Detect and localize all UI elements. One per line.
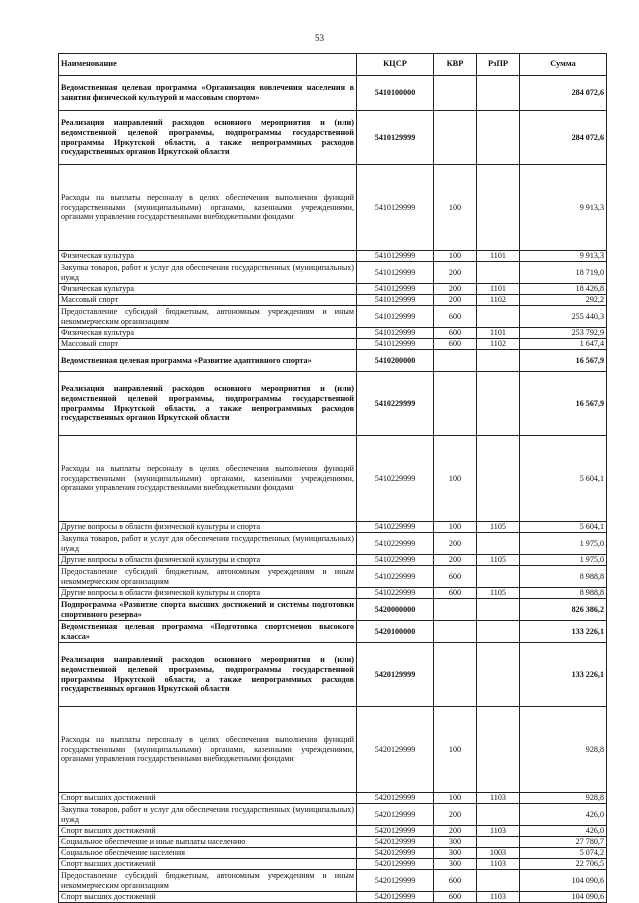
table-row (59, 328, 607, 339)
table-row (59, 262, 607, 284)
table-row (59, 707, 607, 793)
table-row (59, 555, 607, 566)
row-sum-cell: 18 719,0 (520, 262, 607, 284)
row-kcsr-cell: 5410129999 (357, 111, 434, 165)
row-kvr-cell: 200 (434, 284, 477, 295)
row-sum-cell: 5 604,1 (520, 522, 607, 533)
row-sum-cell: 104 090,6 (520, 892, 607, 903)
row-rzpr-cell (477, 372, 520, 436)
row-kcsr-cell: 5410229999 (357, 555, 434, 566)
row-sum-cell: 426,0 (520, 826, 607, 837)
row-rzpr-cell (477, 707, 520, 793)
row-kvr-cell (434, 76, 477, 111)
row-sum-cell: 27 780,7 (520, 837, 607, 848)
row-name-cell: Другие вопросы в области физической культуры и спорта (59, 588, 357, 599)
header-sum: Сумма (520, 54, 607, 76)
table-row (59, 837, 607, 848)
header-row (59, 54, 607, 76)
row-kcsr-cell: 5420129999 (357, 837, 434, 848)
row-kcsr-cell: 5420129999 (357, 804, 434, 826)
row-name-cell: Закупка товаров, работ и услуг для обеспечения государственных (муниципальных) нужд (59, 804, 357, 826)
table-body (59, 76, 607, 903)
row-kvr-cell: 200 (434, 804, 477, 826)
row-rzpr-cell (477, 262, 520, 284)
row-kvr-cell: 600 (434, 566, 477, 588)
row-kvr-cell: 100 (434, 436, 477, 522)
row-name-cell: Ведомственная целевая программа «Подготовка спортсменов высокого класса» (59, 621, 357, 643)
row-kcsr-cell: 5410129999 (357, 284, 434, 295)
row-rzpr-cell (477, 436, 520, 522)
row-kcsr-cell: 5410229999 (357, 436, 434, 522)
table-row (59, 251, 607, 262)
row-sum-cell: 1 975,0 (520, 533, 607, 555)
row-kvr-cell: 100 (434, 707, 477, 793)
row-name-cell: Физическая культура (59, 251, 357, 262)
row-rzpr-cell: 1101 (477, 284, 520, 295)
table-row (59, 295, 607, 306)
row-kvr-cell: 600 (434, 892, 477, 903)
row-kcsr-cell: 5410129999 (357, 165, 434, 251)
row-sum-cell: 253 792,9 (520, 328, 607, 339)
row-rzpr-cell: 1105 (477, 522, 520, 533)
row-kvr-cell: 100 (434, 522, 477, 533)
row-rzpr-cell (477, 566, 520, 588)
row-kcsr-cell: 5420000000 (357, 599, 434, 621)
row-kcsr-cell: 5420100000 (357, 621, 434, 643)
row-sum-cell: 928,8 (520, 707, 607, 793)
row-kvr-cell: 300 (434, 837, 477, 848)
row-kcsr-cell: 5420129999 (357, 793, 434, 804)
row-kcsr-cell: 5420129999 (357, 643, 434, 707)
row-name-cell: Ведомственная целевая программа «Организация вовлечения населения в занятия физической культурой и массовым спортом» (59, 76, 357, 111)
row-kcsr-cell: 5410129999 (357, 339, 434, 350)
row-kvr-cell: 100 (434, 793, 477, 804)
row-kcsr-cell: 5410229999 (357, 588, 434, 599)
row-name-cell: Предоставление субсидий бюджетным, автономным учреждениям и иным некоммерческим организациям (59, 566, 357, 588)
table-row (59, 859, 607, 870)
row-name-cell: Спорт высших достижений (59, 859, 357, 870)
table-row (59, 372, 607, 436)
row-name-cell: Закупка товаров, работ и услуг для обеспечения государственных (муниципальных) нужд (59, 533, 357, 555)
header-kcsr: КЦСР (357, 54, 434, 76)
row-sum-cell: 1 975,0 (520, 555, 607, 566)
row-sum-cell: 133 226,1 (520, 643, 607, 707)
row-name-cell: Социальное обеспечение населения (59, 848, 357, 859)
row-name-cell: Подпрограмма «Развитие спорта высших достижений и системы подготовки спортивного резерва» (59, 599, 357, 621)
table-row (59, 111, 607, 165)
row-kvr-cell (434, 350, 477, 372)
table-row (59, 826, 607, 837)
header-kvr: КВР (434, 54, 477, 76)
row-kcsr-cell: 5420129999 (357, 859, 434, 870)
row-kcsr-cell: 5420129999 (357, 826, 434, 837)
row-rzpr-cell: 1102 (477, 339, 520, 350)
row-kcsr-cell: 5420129999 (357, 707, 434, 793)
row-sum-cell: 426,0 (520, 804, 607, 826)
row-kvr-cell: 200 (434, 295, 477, 306)
row-sum-cell: 5 074,2 (520, 848, 607, 859)
row-name-cell: Другие вопросы в области физической культуры и спорта (59, 555, 357, 566)
table-row (59, 76, 607, 111)
row-name-cell: Спорт высших достижений (59, 826, 357, 837)
row-kcsr-cell: 5420129999 (357, 892, 434, 903)
table-row (59, 284, 607, 295)
row-name-cell: Массовый спорт (59, 295, 357, 306)
row-rzpr-cell (477, 837, 520, 848)
row-rzpr-cell: 1102 (477, 295, 520, 306)
row-sum-cell: 9 913,3 (520, 165, 607, 251)
row-kcsr-cell: 5410129999 (357, 306, 434, 328)
row-sum-cell: 255 440,3 (520, 306, 607, 328)
row-rzpr-cell: 1003 (477, 848, 520, 859)
row-kvr-cell: 600 (434, 306, 477, 328)
row-rzpr-cell: 1105 (477, 555, 520, 566)
table-row (59, 350, 607, 372)
row-sum-cell: 284 072,6 (520, 76, 607, 111)
row-name-cell: Спорт высших достижений (59, 892, 357, 903)
row-rzpr-cell (477, 643, 520, 707)
row-name-cell: Физическая культура (59, 284, 357, 295)
row-kvr-cell: 300 (434, 848, 477, 859)
row-sum-cell: 928,8 (520, 793, 607, 804)
row-rzpr-cell (477, 350, 520, 372)
row-kvr-cell: 200 (434, 533, 477, 555)
row-name-cell: Реализация направлений расходов основного мероприятия и (или) ведомственной целевой программы, подпрограммы государственной программы Иркутской области, а также непрограммных расходов государственных органов Иркутской области (59, 372, 357, 436)
row-rzpr-cell: 1105 (477, 588, 520, 599)
row-sum-cell: 104 090,6 (520, 870, 607, 892)
table-row (59, 621, 607, 643)
row-kvr-cell: 200 (434, 262, 477, 284)
row-rzpr-cell (477, 76, 520, 111)
table-row (59, 533, 607, 555)
row-rzpr-cell (477, 804, 520, 826)
row-name-cell: Другие вопросы в области физической культуры и спорта (59, 522, 357, 533)
row-sum-cell: 133 226,1 (520, 621, 607, 643)
row-kcsr-cell: 5420129999 (357, 848, 434, 859)
row-kcsr-cell: 5410100000 (357, 76, 434, 111)
row-rzpr-cell: 1103 (477, 793, 520, 804)
row-rzpr-cell (477, 165, 520, 251)
row-sum-cell: 1 647,4 (520, 339, 607, 350)
table-row (59, 643, 607, 707)
table-row (59, 804, 607, 826)
row-rzpr-cell (477, 599, 520, 621)
row-sum-cell: 9 913,3 (520, 251, 607, 262)
row-kvr-cell: 200 (434, 826, 477, 837)
row-name-cell: Ведомственная целевая программа «Развитие адаптивного спорта» (59, 350, 357, 372)
table-row (59, 588, 607, 599)
row-name-cell: Закупка товаров, работ и услуг для обеспечения государственных (муниципальных) нужд (59, 262, 357, 284)
row-sum-cell: 16 567,9 (520, 372, 607, 436)
row-name-cell: Расходы на выплаты персоналу в целях обеспечения выполнения функций государственными (муниципальными) органами, казенными учреждениями, органами управления государственными внебюджетными фондами (59, 707, 357, 793)
page-number: 53 (315, 33, 324, 43)
table-row (59, 848, 607, 859)
row-kcsr-cell: 5410229999 (357, 533, 434, 555)
row-kvr-cell (434, 643, 477, 707)
row-kcsr-cell: 5410229999 (357, 372, 434, 436)
row-name-cell: Реализация направлений расходов основного мероприятия и (или) ведомственной целевой программы, подпрограммы государственной программы Иркутской области, а также непрограммных расходов государственных органов Иркутской области (59, 643, 357, 707)
row-name-cell: Социальное обеспечение и иные выплаты населению (59, 837, 357, 848)
table-row (59, 892, 607, 903)
row-kvr-cell: 100 (434, 165, 477, 251)
row-rzpr-cell (477, 306, 520, 328)
row-rzpr-cell: 1101 (477, 328, 520, 339)
table-row (59, 599, 607, 621)
table-row (59, 165, 607, 251)
row-kvr-cell (434, 599, 477, 621)
table-header (59, 54, 607, 76)
row-kvr-cell: 600 (434, 588, 477, 599)
row-name-cell: Массовый спорт (59, 339, 357, 350)
row-kcsr-cell: 5410129999 (357, 251, 434, 262)
row-sum-cell: 8 988,8 (520, 566, 607, 588)
table-row (59, 339, 607, 350)
table-row (59, 566, 607, 588)
row-rzpr-cell: 1103 (477, 892, 520, 903)
row-sum-cell: 292,2 (520, 295, 607, 306)
row-sum-cell: 22 706,5 (520, 859, 607, 870)
row-name-cell: Предоставление субсидий бюджетным, автономным учреждениям и иным некоммерческим организациям (59, 870, 357, 892)
row-sum-cell: 8 988,8 (520, 588, 607, 599)
row-rzpr-cell: 1101 (477, 251, 520, 262)
table-row (59, 870, 607, 892)
table-row (59, 522, 607, 533)
row-kcsr-cell: 5410129999 (357, 295, 434, 306)
row-kvr-cell: 300 (434, 859, 477, 870)
row-rzpr-cell (477, 870, 520, 892)
row-name-cell: Предоставление субсидий бюджетным, автономным учреждениям и иным некоммерческим организациям (59, 306, 357, 328)
row-kvr-cell: 600 (434, 870, 477, 892)
row-kcsr-cell: 5410200000 (357, 350, 434, 372)
row-kvr-cell: 600 (434, 328, 477, 339)
row-name-cell: Расходы на выплаты персоналу в целях обеспечения выполнения функций государственными (муниципальными) органами, казенными учреждениями, органами управления государственными внебюджетными фондами (59, 436, 357, 522)
row-sum-cell: 5 604,1 (520, 436, 607, 522)
budget-table (58, 53, 607, 903)
row-rzpr-cell (477, 111, 520, 165)
row-kvr-cell (434, 111, 477, 165)
row-rzpr-cell: 1103 (477, 859, 520, 870)
row-kvr-cell: 100 (434, 251, 477, 262)
row-name-cell: Реализация направлений расходов основного мероприятия и (или) ведомственной целевой программы, подпрограммы государственной программы Иркутской области, а также непрограммных расходов государственных органов Иркутской области (59, 111, 357, 165)
header-name: Наименование (59, 54, 357, 76)
row-name-cell: Спорт высших достижений (59, 793, 357, 804)
row-kvr-cell: 600 (434, 339, 477, 350)
row-rzpr-cell (477, 533, 520, 555)
row-kvr-cell (434, 372, 477, 436)
table-row (59, 793, 607, 804)
row-rzpr-cell: 1103 (477, 826, 520, 837)
row-kvr-cell (434, 621, 477, 643)
row-sum-cell: 826 386,2 (520, 599, 607, 621)
row-sum-cell: 16 567,9 (520, 350, 607, 372)
table-row (59, 436, 607, 522)
row-sum-cell: 18 426,8 (520, 284, 607, 295)
row-kcsr-cell: 5410229999 (357, 522, 434, 533)
row-kvr-cell: 200 (434, 555, 477, 566)
row-kcsr-cell: 5410229999 (357, 566, 434, 588)
row-name-cell: Физическая культура (59, 328, 357, 339)
row-rzpr-cell (477, 621, 520, 643)
header-rzpr: РзПР (477, 54, 520, 76)
row-sum-cell: 284 072,6 (520, 111, 607, 165)
row-kcsr-cell: 5410129999 (357, 262, 434, 284)
table-row (59, 306, 607, 328)
row-name-cell: Расходы на выплаты персоналу в целях обеспечения выполнения функций государственными (муниципальными) органами, казенными учреждениями, органами управления государственными внебюджетными фондами (59, 165, 357, 251)
row-kcsr-cell: 5410129999 (357, 328, 434, 339)
row-kcsr-cell: 5420129999 (357, 870, 434, 892)
